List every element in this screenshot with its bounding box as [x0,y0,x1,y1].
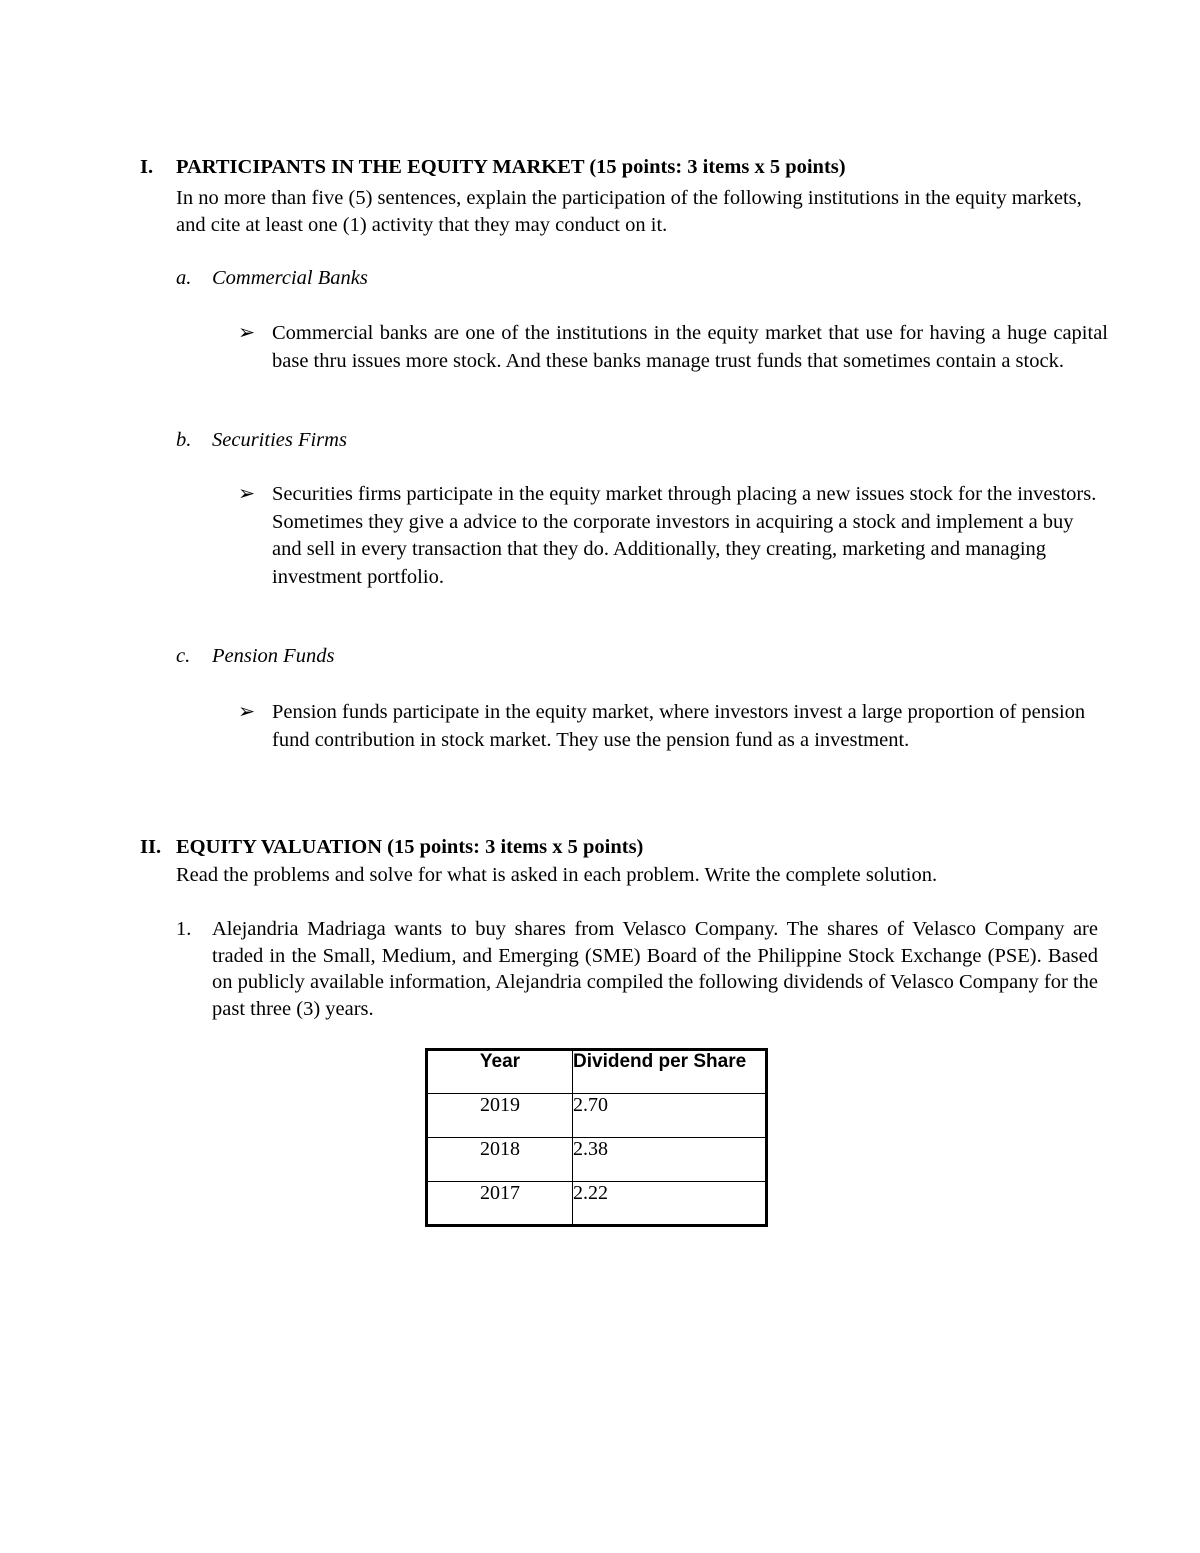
cell-year: 2017 [427,1182,573,1226]
problem-1 [176,916,1098,1022]
item-a-answer [238,320,1108,375]
item-c-answer-text: Pension funds participate in the equity market, where investors invest a large proportion of pension fund contribution in stock market. They use the pension fund as a investment. [272,701,1086,751]
table-header-row [427,1050,767,1094]
header-dividend: Dividend per Share [573,1050,767,1094]
arrow-bullet-icon: ➢ [238,483,256,505]
section-1-instructions: In no more than five (5) sentences, explain the participation of the following institutions in the equity markets, and cite at least one (1) activity that they may conduct on it. [176,187,1082,236]
cell-dividend: 2.70 [573,1094,767,1138]
section-2-number: II. [140,836,162,858]
item-b-answer-text: Securities firms participate in the equity market through placing a new issues stock for the investors. Sometimes they give a advice to the corporate investors in acquiring a stock and implement a buy and sell in every transaction that they do. Additionally, they creating, marketing and managing investment portfolio. [272,483,1097,588]
item-c-title: Pension Funds [212,645,335,667]
cell-year: 2018 [427,1138,573,1182]
section-2-instructions: Read the problems and solve for what is asked in each problem. Write the complete solution. [176,864,938,886]
section-1-heading [140,156,846,179]
header-year: Year [427,1050,573,1094]
item-a-title: Commercial Banks [212,267,368,289]
table-row [427,1182,767,1226]
arrow-bullet-icon: ➢ [238,322,256,344]
item-b-answer [238,481,1108,591]
section-1-title: PARTICIPANTS IN THE EQUITY MARKET (15 points: 3 items x 5 points) [176,156,846,178]
item-c-label [176,645,334,668]
cell-dividend: 2.38 [573,1138,767,1182]
section-2-title: EQUITY VALUATION (15 points: 3 items x 5 points) [176,836,644,858]
table-row [427,1138,767,1182]
section-2-heading [140,836,643,859]
item-a-letter: a. [176,267,192,289]
arrow-bullet-icon: ➢ [238,701,256,723]
cell-dividend: 2.22 [573,1182,767,1226]
item-a-answer-text: Commercial banks are one of the institutions in the equity market that use for having a huge capital base thru issues more stock. And these banks manage trust funds that sometimes contain a stock. [272,322,1108,372]
item-c-answer [238,699,1108,754]
section-1-number: I. [140,156,154,178]
item-b-letter: b. [176,429,192,451]
problem-1-text: Alejandria Madriaga wants to buy shares from Velasco Company. The shares of Velasco Company are traded in the Small, Medium, and Emerging (SME) Board of the Philippine Stock Exchange (PSE). Based on publicly available information, Alejandria compiled the following dividends of Velasco Company for the past three (3) years. [212,918,1098,1020]
dividend-table [425,1048,768,1227]
item-a-label [176,267,368,290]
table-row [427,1094,767,1138]
cell-year: 2019 [427,1094,573,1138]
item-b-title: Securities Firms [212,429,347,451]
problem-1-number: 1. [176,918,192,940]
item-c-letter: c. [176,645,191,667]
item-b-label [176,429,347,452]
